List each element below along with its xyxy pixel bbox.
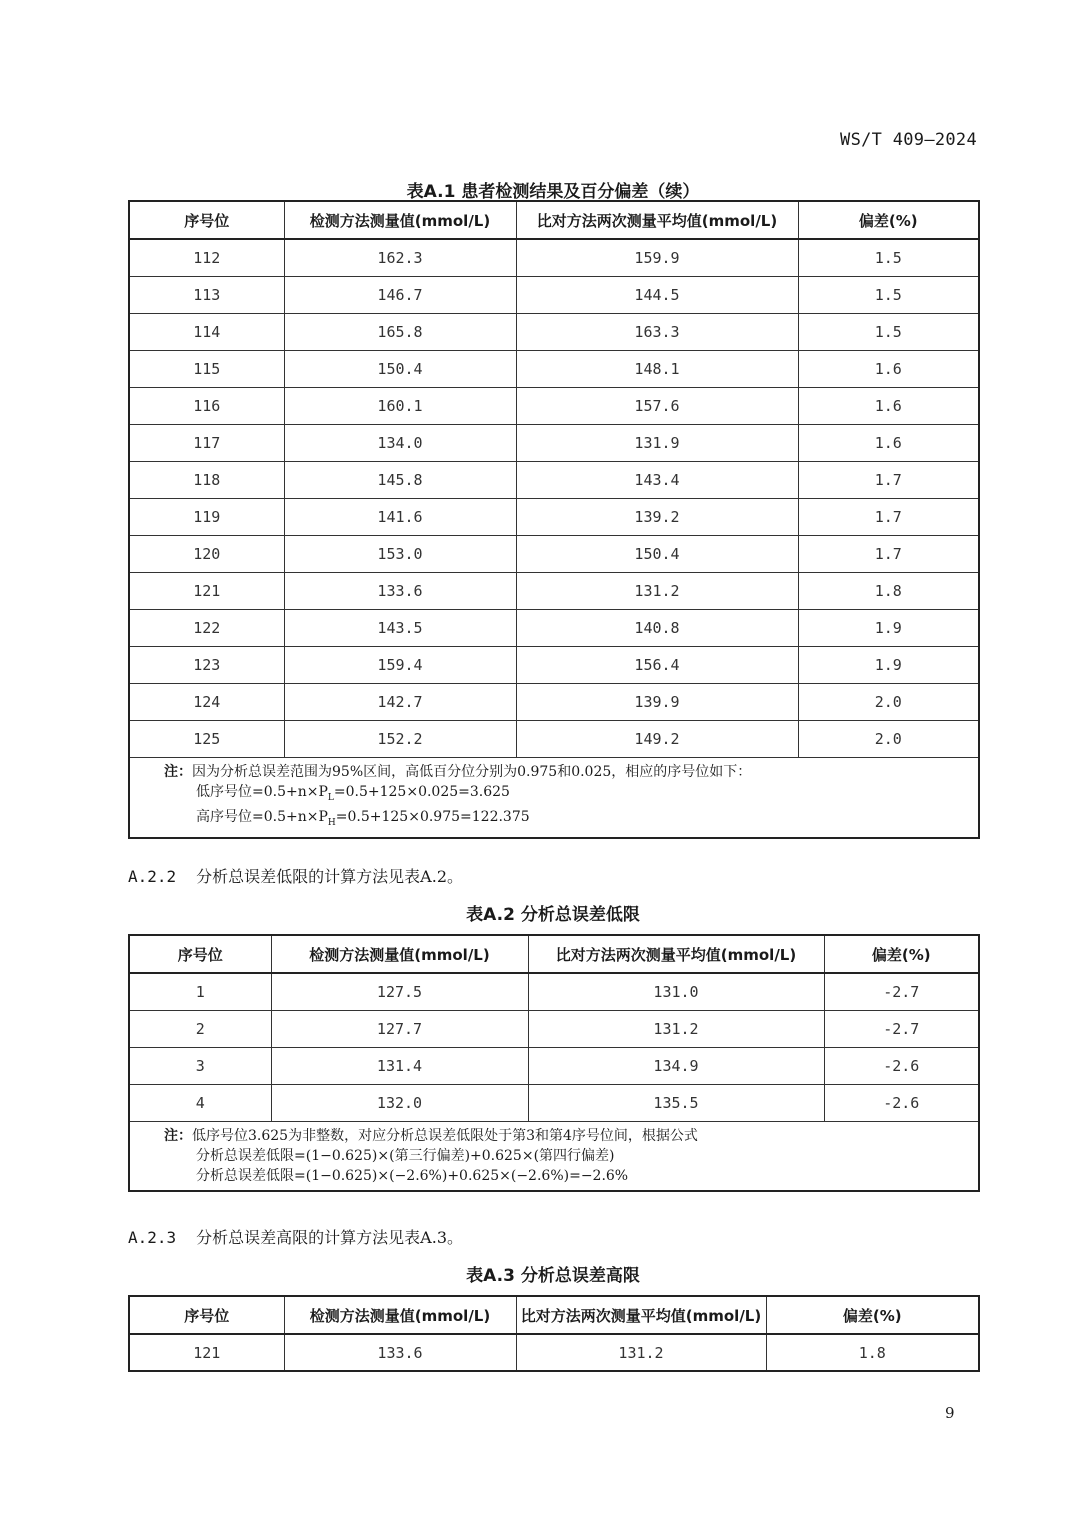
table-row <box>129 424 979 461</box>
note-label: 注： <box>164 763 192 780</box>
column-header: 序号位 <box>129 1296 284 1334</box>
table-cell: 1.7 <box>798 461 979 498</box>
table-cell: 119 <box>129 498 284 535</box>
note-formula-result: 分析总误差低限=(1−0.625)×(−2.6%)+0.625×(−2.6%)=−2.6% <box>196 1167 629 1184</box>
table-cell: 149.2 <box>516 720 798 757</box>
section-number: A.2.2 <box>128 867 177 886</box>
table-cell: 140.8 <box>516 609 798 646</box>
table-cell: -2.7 <box>824 1010 979 1047</box>
section-a22 <box>128 864 463 887</box>
table-cell: 116 <box>129 387 284 424</box>
section-number: A.2.3 <box>128 1228 177 1247</box>
table-cell: 153.0 <box>284 535 516 572</box>
table-cell: 1.6 <box>798 387 979 424</box>
table-a2 <box>128 934 980 1192</box>
table-cell: 118 <box>129 461 284 498</box>
table-cell: 1.7 <box>798 535 979 572</box>
table-cell: 133.6 <box>284 572 516 609</box>
table-row <box>129 461 979 498</box>
table-cell: 142.7 <box>284 683 516 720</box>
table-cell: 131.9 <box>516 424 798 461</box>
table-a3-caption: 表A.3 分析总误差高限 <box>466 1266 640 1286</box>
note-text: 因为分析总误差范围为95%区间，高低百分位分别为0.975和0.025，相应的序号位如下： <box>192 763 752 780</box>
table-cell: 1.7 <box>798 498 979 535</box>
table-cell: 148.1 <box>516 350 798 387</box>
column-header: 偏差(%) <box>766 1296 979 1334</box>
table-cell: 145.8 <box>284 461 516 498</box>
table-cell: 1.8 <box>798 572 979 609</box>
table-cell: 121 <box>129 572 284 609</box>
section-text: 分析总误差高限的计算方法见表A.3。 <box>196 1228 463 1247</box>
table-cell: 113 <box>129 276 284 313</box>
table-cell: -2.6 <box>824 1047 979 1084</box>
table-cell: 1.5 <box>798 239 979 276</box>
table-row <box>129 1084 979 1121</box>
table-cell: 159.4 <box>284 646 516 683</box>
note-formula: 分析总误差低限=(1−0.625)×(第三行偏差)+0.625×(第四行偏差) <box>196 1147 615 1164</box>
note-text: 低序号位3.625为非整数，对应分析总误差低限处于第3和第4序号位间，根据公式 <box>192 1127 698 1144</box>
note-subscript: H <box>327 818 336 829</box>
table-row <box>129 1047 979 1084</box>
table-cell: 162.3 <box>284 239 516 276</box>
table-cell: 152.2 <box>284 720 516 757</box>
column-header: 检测方法测量值(mmol/L) <box>271 935 528 973</box>
table-cell: 157.6 <box>516 387 798 424</box>
table-cell: 143.5 <box>284 609 516 646</box>
section-a23 <box>128 1225 463 1248</box>
note-formula-low: 低序号位=0.5+n×P <box>196 783 328 800</box>
table-cell: 133.6 <box>284 1334 516 1371</box>
note-subscript: L <box>327 792 334 803</box>
table-row <box>129 313 979 350</box>
table-cell: 131.2 <box>516 1334 766 1371</box>
table-cell: 2 <box>129 1010 271 1047</box>
table-a2-caption: 表A.2 分析总误差低限 <box>466 905 640 925</box>
table-cell: 131.2 <box>528 1010 824 1047</box>
column-header: 检测方法测量值(mmol/L) <box>284 201 516 239</box>
table-cell: 156.4 <box>516 646 798 683</box>
table-cell: 1.8 <box>766 1334 979 1371</box>
table-note <box>129 757 979 838</box>
table-cell: 4 <box>129 1084 271 1121</box>
table-cell: 1.5 <box>798 313 979 350</box>
table-row <box>129 609 979 646</box>
table-cell: 163.3 <box>516 313 798 350</box>
column-header: 比对方法两次测量平均值(mmol/L) <box>516 201 798 239</box>
table-row <box>129 720 979 757</box>
column-header: 比对方法两次测量平均值(mmol/L) <box>528 935 824 973</box>
table-cell: 1 <box>129 973 271 1010</box>
table-row <box>129 646 979 683</box>
table-cell: 121 <box>129 1334 284 1371</box>
table-cell: 124 <box>129 683 284 720</box>
table-cell: -2.6 <box>824 1084 979 1121</box>
column-header: 偏差(%) <box>798 201 979 239</box>
section-text: 分析总误差低限的计算方法见表A.2。 <box>196 867 463 886</box>
table-cell: 2.0 <box>798 720 979 757</box>
table-cell: 139.2 <box>516 498 798 535</box>
table-cell: 1.9 <box>798 609 979 646</box>
table-cell: 150.4 <box>284 350 516 387</box>
table-cell: 134.0 <box>284 424 516 461</box>
table-row <box>129 572 979 609</box>
note-formula-high-value: =0.5+125×0.975=122.375 <box>335 809 530 826</box>
table-cell: 131.0 <box>528 973 824 1010</box>
table-cell: 122 <box>129 609 284 646</box>
table-cell: 3 <box>129 1047 271 1084</box>
table-cell: 139.9 <box>516 683 798 720</box>
table-cell: 114 <box>129 313 284 350</box>
note-label: 注： <box>164 1127 192 1144</box>
table-row <box>129 350 979 387</box>
standard-code: WS/T 409—2024 <box>840 130 977 150</box>
table-row <box>129 276 979 313</box>
table-cell: 123 <box>129 646 284 683</box>
column-header: 序号位 <box>129 201 284 239</box>
table-note <box>129 1121 979 1191</box>
table-cell: 127.5 <box>271 973 528 1010</box>
table-cell: 159.9 <box>516 239 798 276</box>
table-cell: 1.6 <box>798 350 979 387</box>
table-a1 <box>128 200 980 839</box>
table-cell: 2.0 <box>798 683 979 720</box>
table-cell: 112 <box>129 239 284 276</box>
table-cell: 144.5 <box>516 276 798 313</box>
table-cell: 131.2 <box>516 572 798 609</box>
table-cell: 165.8 <box>284 313 516 350</box>
table-cell: 134.9 <box>528 1047 824 1084</box>
table-row <box>129 1010 979 1047</box>
table-row <box>129 387 979 424</box>
table-cell: 141.6 <box>284 498 516 535</box>
page-number: 9 <box>945 1404 955 1422</box>
table-row <box>129 239 979 276</box>
table-cell: 1.5 <box>798 276 979 313</box>
table-cell: 1.6 <box>798 424 979 461</box>
table-cell: 115 <box>129 350 284 387</box>
table-cell: 150.4 <box>516 535 798 572</box>
table-cell: 132.0 <box>271 1084 528 1121</box>
table-a3 <box>128 1295 980 1372</box>
table-row <box>129 1334 979 1371</box>
table-row <box>129 535 979 572</box>
table-cell: 1.9 <box>798 646 979 683</box>
table-cell: 120 <box>129 535 284 572</box>
table-cell: 146.7 <box>284 276 516 313</box>
table-a1-caption: 表A.1 患者检测结果及百分偏差（续） <box>406 182 700 202</box>
note-formula-high: 高序号位=0.5+n×P <box>196 809 328 826</box>
table-cell: 160.1 <box>284 387 516 424</box>
table-row <box>129 683 979 720</box>
table-row <box>129 498 979 535</box>
note-formula-low-value: =0.5+125×0.025=3.625 <box>333 783 510 800</box>
table-cell: 131.4 <box>271 1047 528 1084</box>
table-row <box>129 973 979 1010</box>
column-header: 比对方法两次测量平均值(mmol/L) <box>516 1296 766 1334</box>
table-cell: 117 <box>129 424 284 461</box>
column-header: 偏差(%) <box>824 935 979 973</box>
table-cell: 143.4 <box>516 461 798 498</box>
table-cell: 127.7 <box>271 1010 528 1047</box>
table-cell: 135.5 <box>528 1084 824 1121</box>
table-cell: -2.7 <box>824 973 979 1010</box>
table-cell: 125 <box>129 720 284 757</box>
column-header: 检测方法测量值(mmol/L) <box>284 1296 516 1334</box>
column-header: 序号位 <box>129 935 271 973</box>
